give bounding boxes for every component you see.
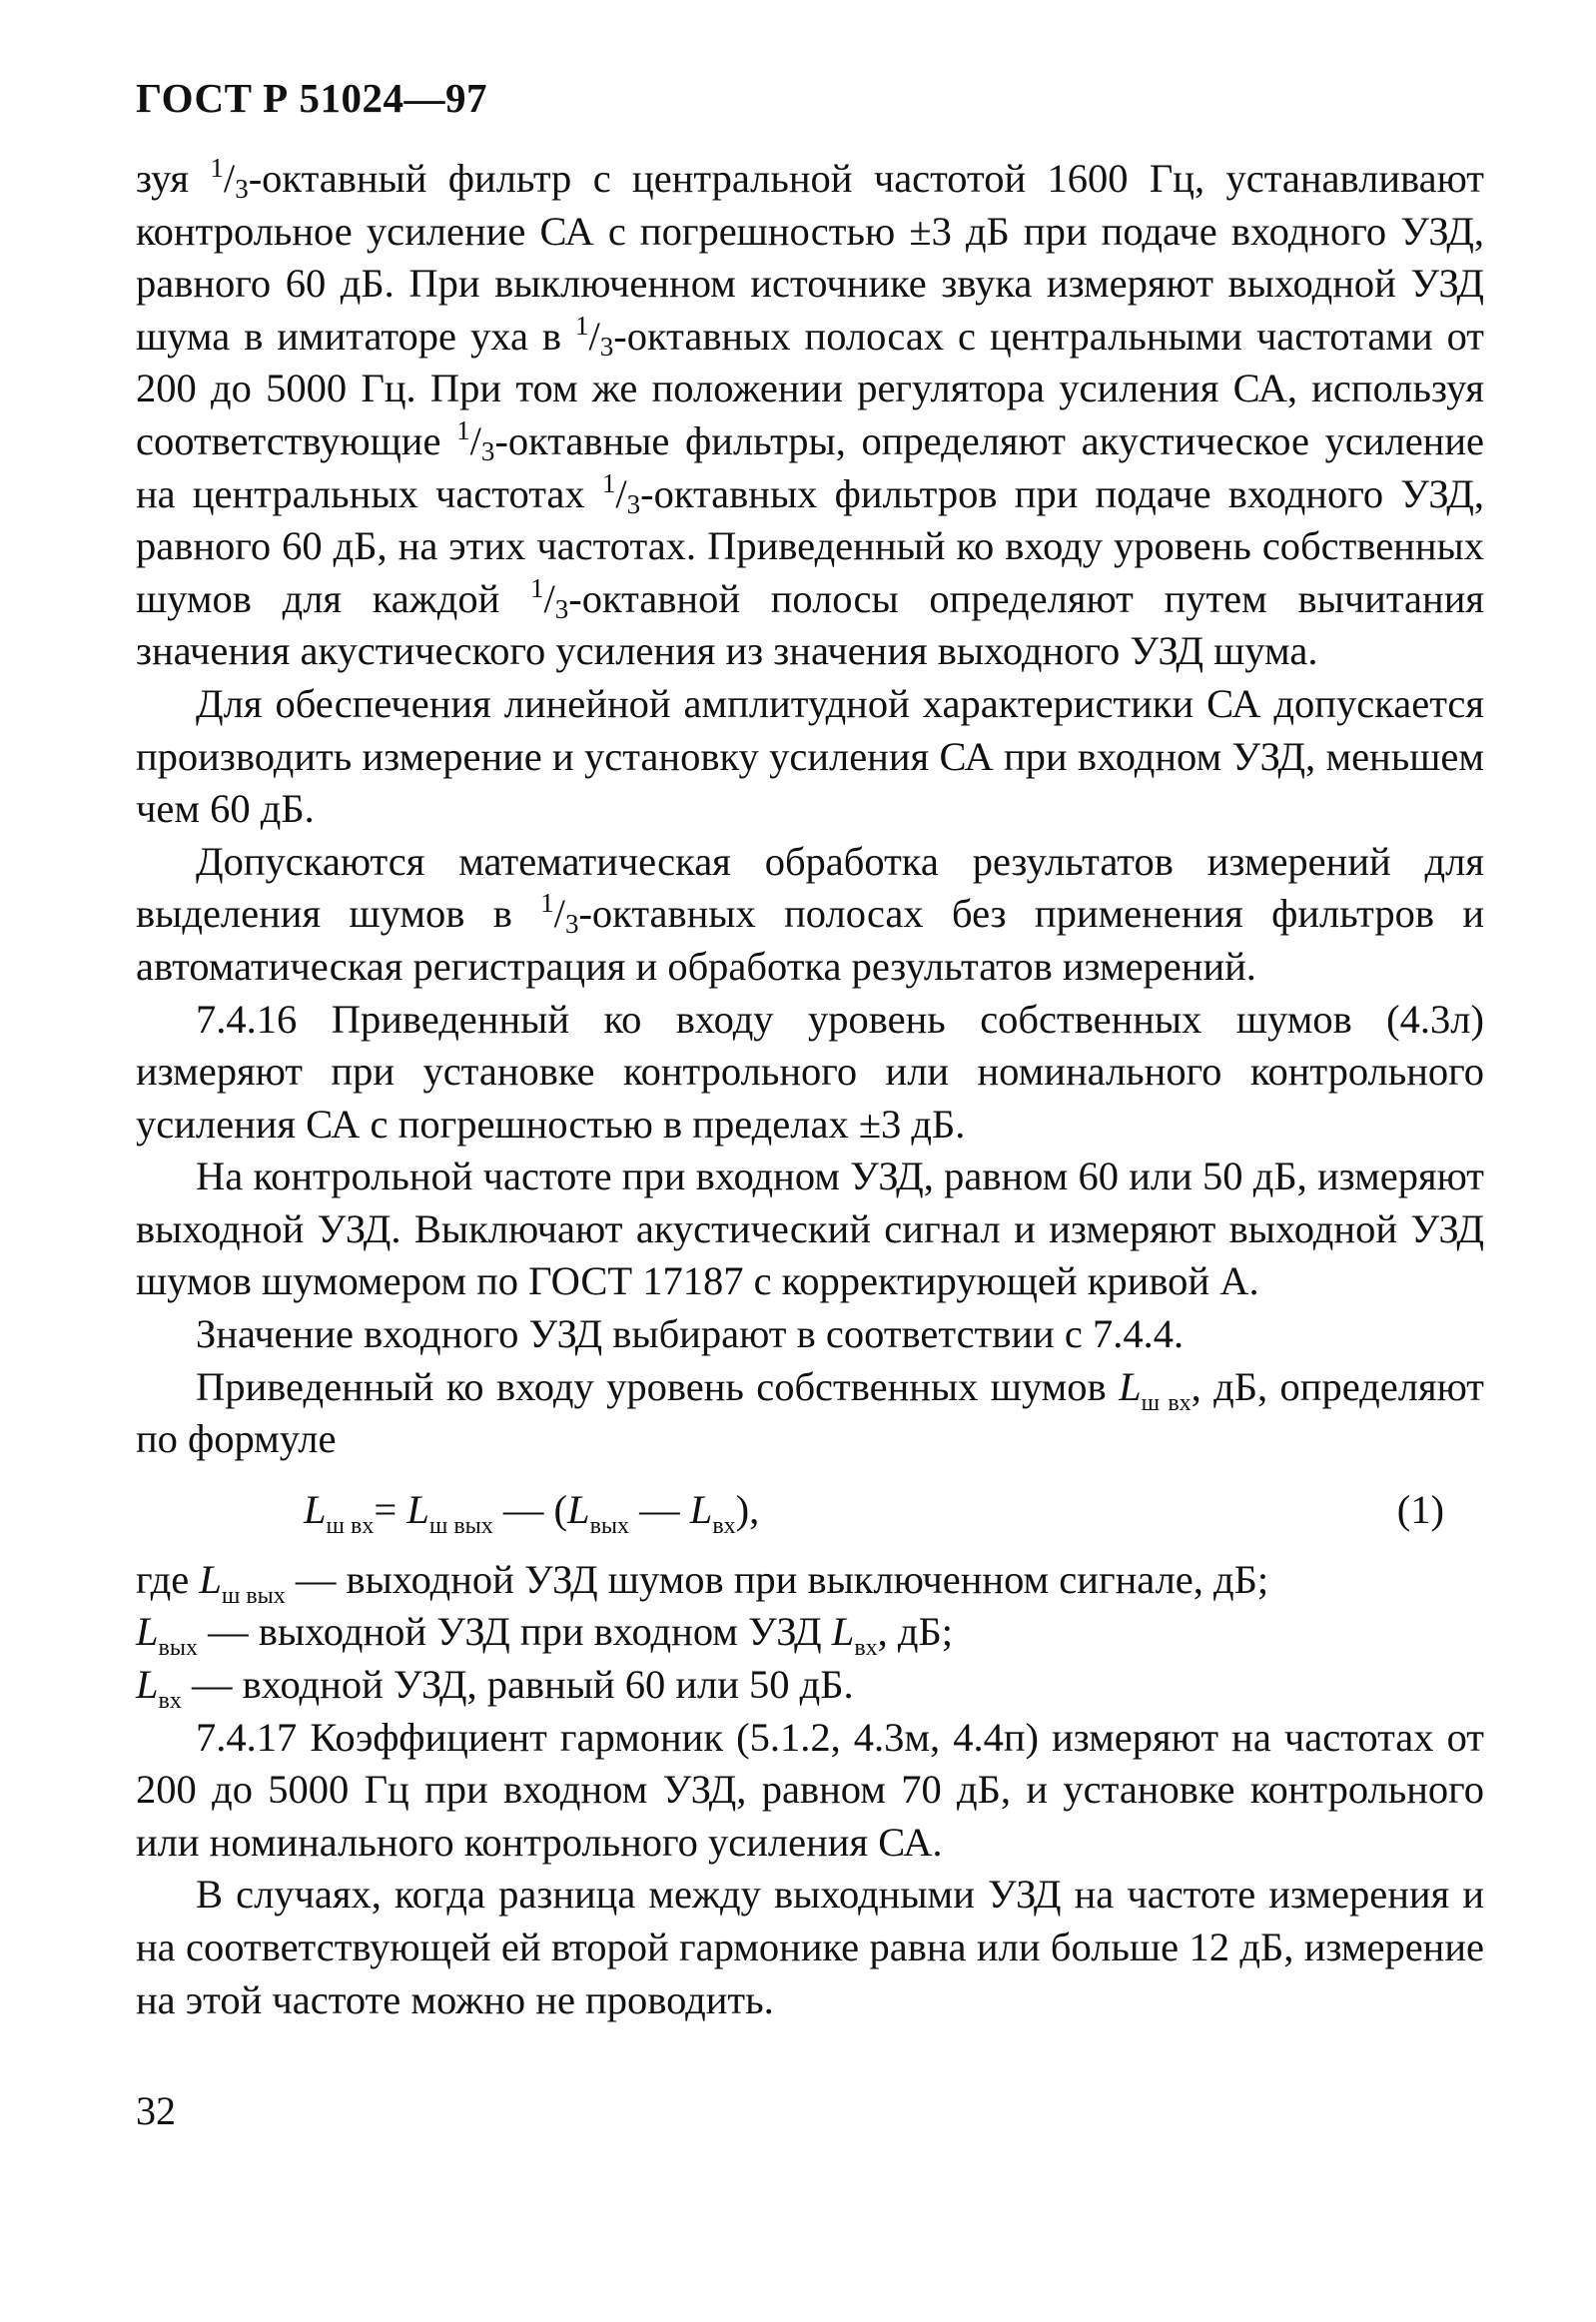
symbol-L: L: [567, 1486, 590, 1532]
paragraph-9: В случаях, когда разница между выходными УЗД на частоте измерения и на соответствующей ей второй гармонике равна или больше 12 дБ, измерение на этой частоте можно не проводить.: [136, 1872, 1484, 2022]
symbol-L: L: [1119, 1363, 1142, 1409]
p1-text-a: зуя: [136, 156, 211, 201]
subscript: вых: [589, 1512, 630, 1539]
p1-text-b: -октавный фильтр с центральной частотой 1600 Гц, устанавливают контрольное усиление СА с погрешностью ±3 дБ при подаче входного УЗД, равного 60 дБ. При выключенном источнике звука измеряют выходной УЗД шума в имитаторе уха в: [136, 156, 1484, 359]
symbol-L: L: [689, 1486, 713, 1532]
paragraph-3: Допускаются математическая обработка результатов измерений для выделения шумов в $^1/_3$-октавных полосах без применения фильтров и автоматическая регистрация и обработка результатов измерений.: [136, 838, 1484, 989]
where-text: — выходной УЗД шумов при выключенном сигнале, дБ;: [285, 1556, 1269, 1602]
symbol-L: L: [831, 1609, 855, 1655]
subscript: вх: [712, 1512, 736, 1539]
paragraph-5: На контрольной частоте при входном УЗД, равном 60 или 50 дБ, измеряют выходной УЗД. Выключают акустический сигнал и измеряют выходной УЗД шумов шумомером по ГОСТ 17187 с корректирующей кривой А.: [136, 1154, 1484, 1304]
subscript: ш вх: [326, 1512, 375, 1539]
where-line-1: [136, 1554, 1484, 1607]
formula-1: [136, 1474, 1484, 1554]
fraction-num: 1: [529, 572, 544, 603]
subscript: ш вых: [221, 1582, 286, 1609]
where-text: — входной УЗД, равный 60 или 50 дБ.: [181, 1662, 854, 1708]
p1-text-e: -октавных фильтров при подаче входного УЗД, равного 60 дБ, на этих частотах. Приведенный ко входу уровень собственных шумов для каждой: [136, 470, 1484, 621]
symbol-L: L: [136, 1662, 159, 1708]
document-body: [136, 153, 1484, 2026]
page-number: 32: [136, 2088, 176, 2133]
fraction-den: 3: [554, 593, 569, 624]
p7-text-b: , дБ, определяют по формуле: [136, 1363, 1484, 1462]
paragraph-7: [136, 1361, 1484, 1466]
fraction-num: 1: [575, 310, 589, 341]
subscript: ш вх: [1141, 1389, 1192, 1416]
paragraph-7-4-16: 7.4.16 Приведенный ко входу уровень собственных шумов (4.3л) измеряют при установке контрольного или номинального контрольного усиления СА с погрешностью в пределах ±3 дБ.: [136, 996, 1484, 1147]
operator: —: [629, 1486, 690, 1532]
operator: ),: [735, 1486, 760, 1532]
p3-text-b: -октавных полосах без применения фильтров и автоматическая регистрация и обработка результатов измерений.: [136, 891, 1484, 989]
paragraph-2: Для обеспечения линейной амплитудной характеристики СА допускается производить измерение и установку усиления СА при входном УЗД, меньшем чем 60 дБ.: [136, 680, 1484, 832]
fraction-num: 1: [456, 414, 470, 445]
fraction-den: 3: [626, 488, 641, 519]
paragraph-7-4-17: 7.4.17 Коэффициент гармоник (5.1.2, 4.3м, 4.4п) измеряют на частотах от 200 до 5000 Гц при входном УЗД, равном 70 дБ, и установке контрольного или номинального контрольного усиления СА.: [136, 1714, 1484, 1865]
subscript: вх: [854, 1635, 878, 1662]
fraction-num: 1: [601, 467, 616, 498]
formula-expression: [304, 1484, 759, 1537]
symbol-L: L: [406, 1486, 429, 1532]
fraction-den: 3: [564, 909, 579, 940]
fraction-den: 3: [235, 174, 249, 204]
fraction-den: 3: [599, 331, 614, 362]
p7-text-a: Приведенный ко входу уровень собственных шумов: [196, 1363, 1120, 1409]
where-line-3: [136, 1659, 1484, 1715]
subscript: вх: [158, 1688, 182, 1715]
symbol-L: L: [136, 1609, 159, 1655]
paragraph-1: зуя $^1/_3$-октавный фильтр с центральной частотой 1600 Гц, устанавливают контрольное усиление СА с погрешностью ±3 дБ при подаче входного УЗД, равного 60 дБ. При выключенном источнике звука измеряют выходной УЗД шума в имитаторе уха в $^1/_3$-октавных полосах с центральными частотами от 200 до 5000 Гц. При том же положении регулятора усиления СА, используя соответствующие $^1/_3$-октавные фильтры, определяют акустическое усиление на центральных частотах $^1/_3$-октавных фильтров при подаче входного УЗД, равного 60 дБ, на этих частотах. Приведенный ко входу уровень собственных шумов для каждой $^1/_3$-октавной полосы определяют путем вычитания значения акустического усиления из значения выходного УЗД шума.: [136, 153, 1484, 674]
p1-text-f: -октавной полосы определяют путем вычитания значения акустического усиления из значения выходного УЗД шума.: [136, 575, 1484, 674]
operator: — (: [492, 1486, 568, 1532]
p3-text-a: Допускаются математическая обработка результатов измерений для выделения шумов в: [136, 838, 1484, 937]
where-text: , дБ;: [877, 1609, 954, 1655]
paragraph-6: Значение входного УЗД выбирают в соответствии с 7.4.4.: [196, 1311, 1185, 1357]
equals-sign: =: [374, 1486, 407, 1532]
symbol-L: L: [199, 1556, 222, 1602]
document-header: ГОСТ Р 51024—97: [136, 75, 487, 121]
fraction-num: 1: [540, 888, 554, 919]
fraction-num: 1: [210, 153, 224, 183]
fraction-den: 3: [480, 435, 495, 466]
where-text: — выходной УЗД при входном УЗД: [198, 1609, 832, 1655]
symbol-L: L: [304, 1486, 327, 1532]
p1-text-d: -октавные фильтры, определяют акустическое усиление на центральных частотах: [136, 417, 1484, 516]
where-line-2: [136, 1606, 1484, 1662]
subscript: ш вых: [428, 1512, 493, 1539]
where-text: где: [136, 1556, 200, 1602]
subscript: вых: [158, 1635, 198, 1662]
p1-text-c: -октавных полосах с центральными частотами от 200 до 5000 Гц. При том же положении регулятора усиления СА, используя соответствующие: [136, 313, 1484, 463]
formula-number: (1): [1396, 1486, 1444, 1532]
